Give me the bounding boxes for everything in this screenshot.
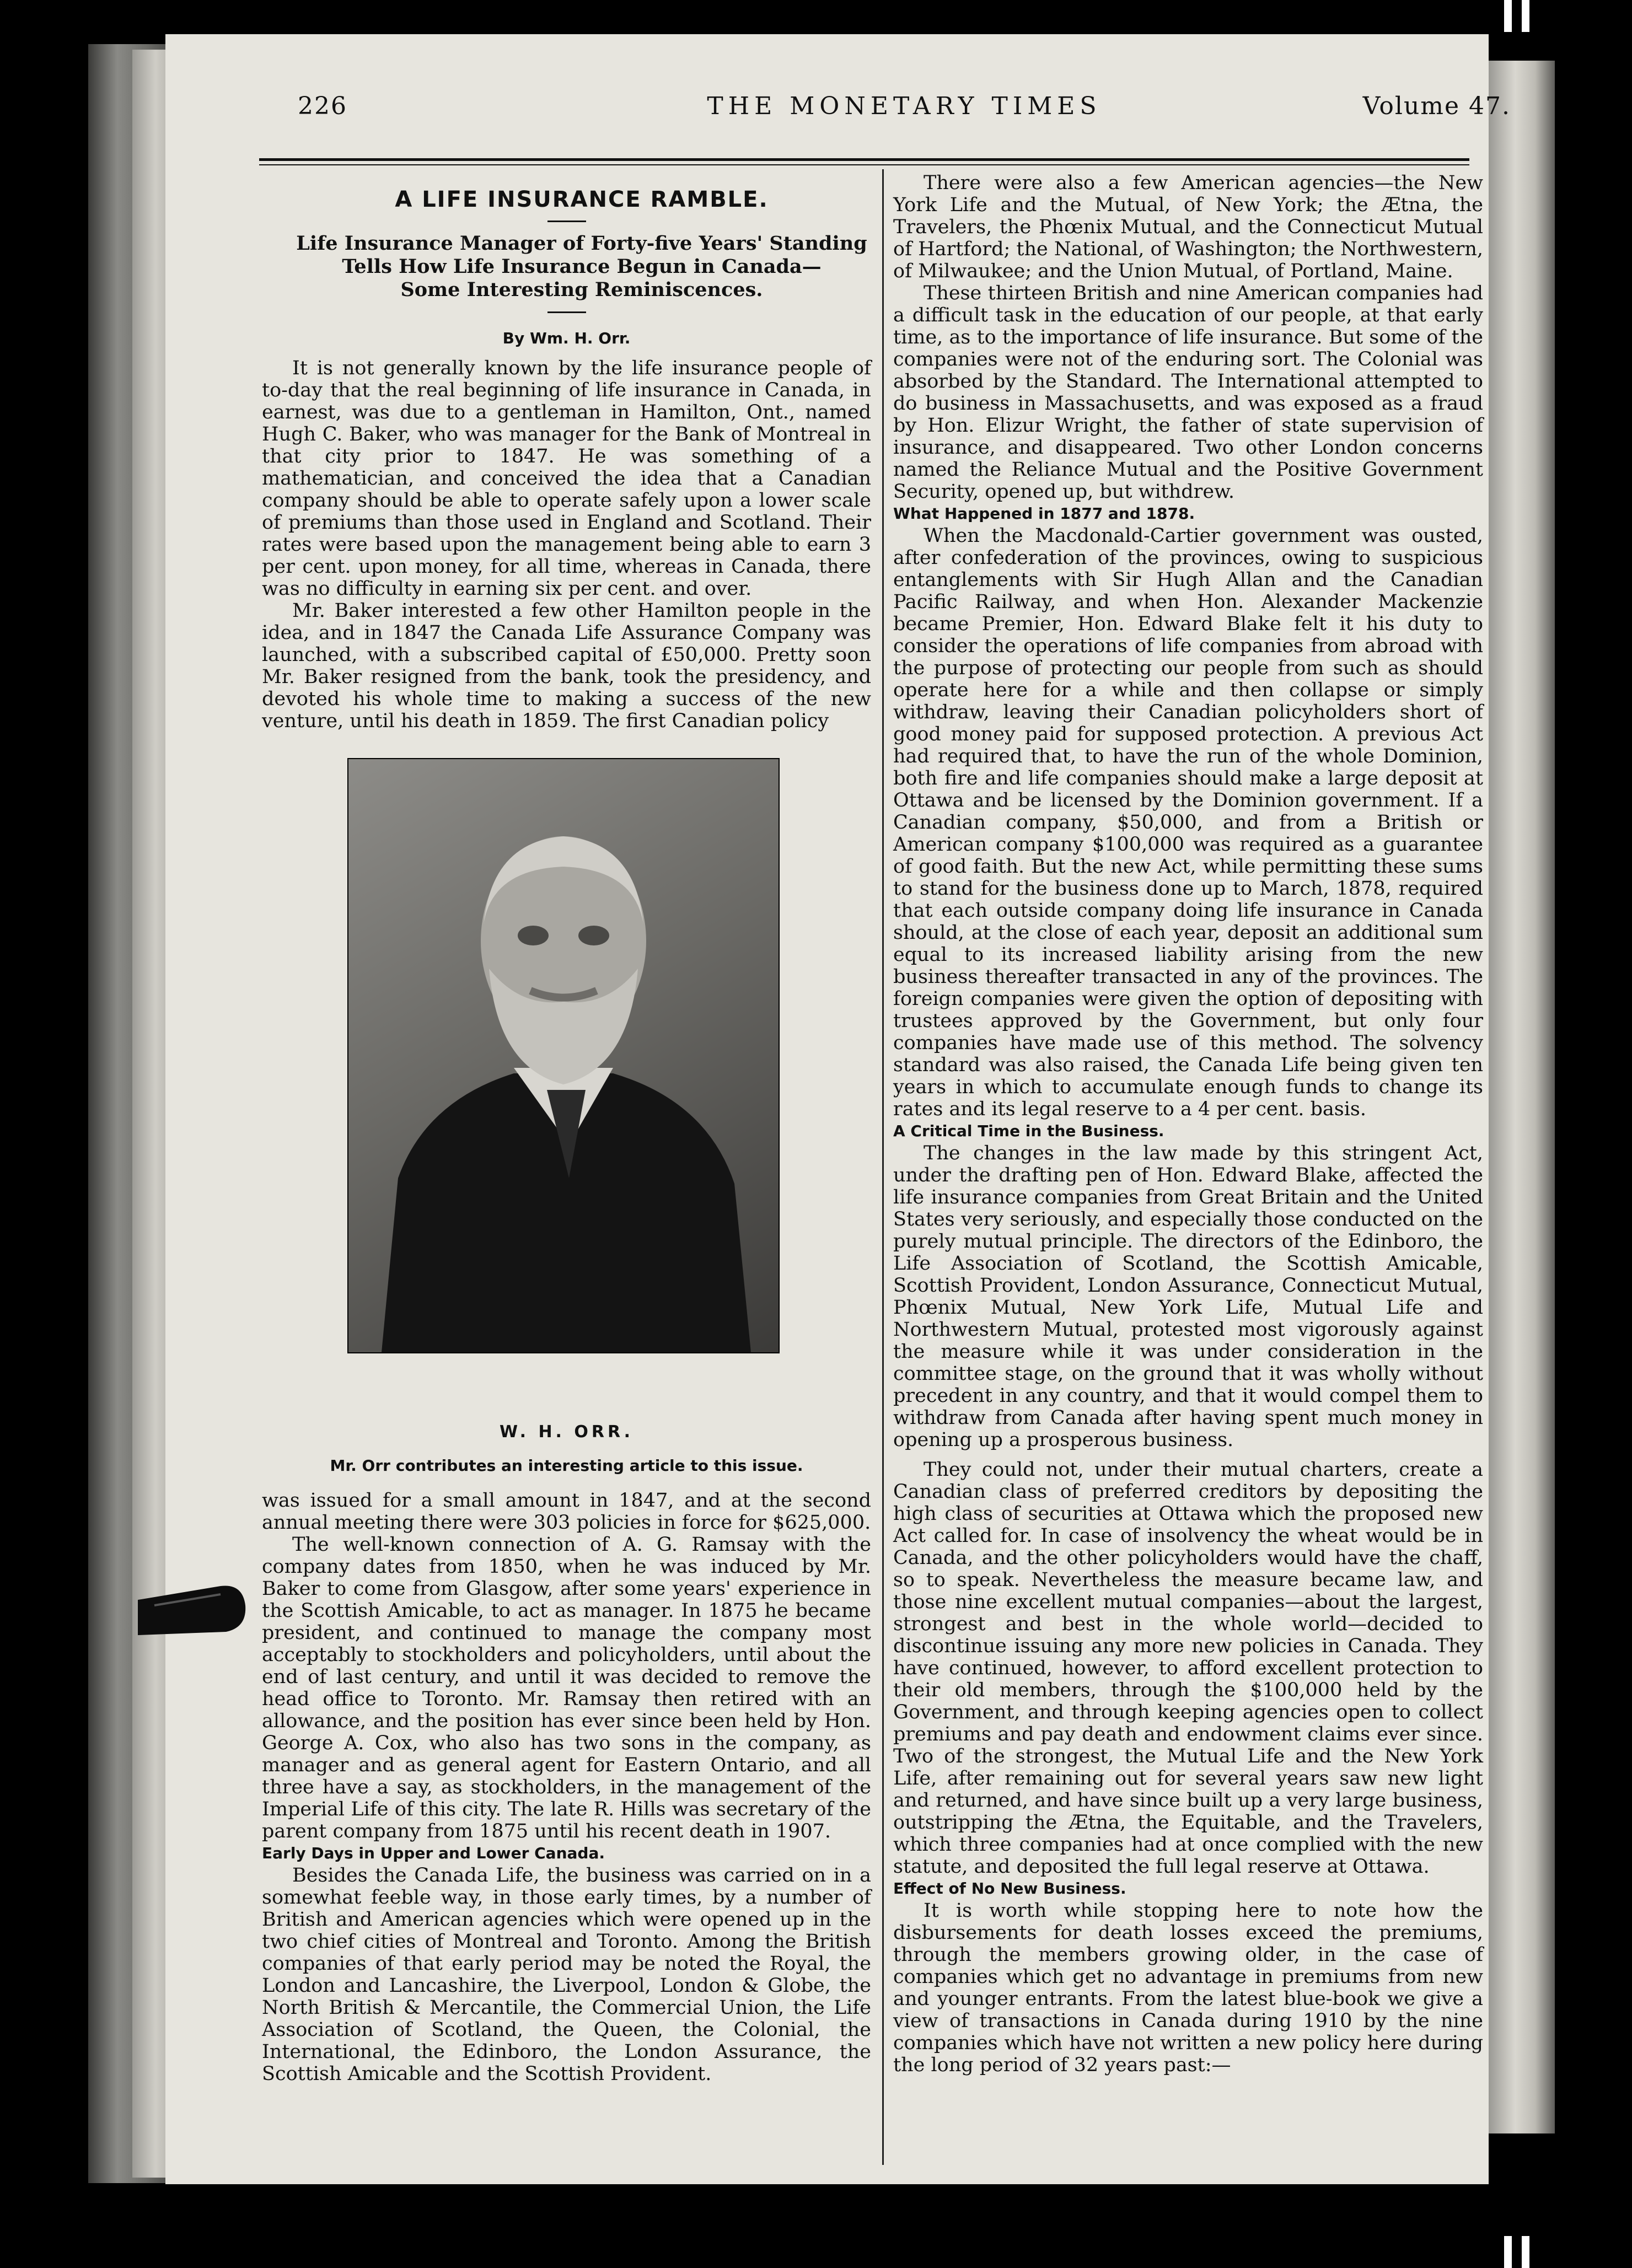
photo-caption-text: Mr. Orr contributes an interesting article to this issue. (330, 1457, 803, 1475)
paragraph: The changes in the law made by this stringent Act, under the drafting pen of Hon. Edward Blake, affected the life insurance companies from Great Britain and the United States very seriously, and especially those conducted on the purely mutual principle. The directors of the Edinboro, the Life Association of Scotland, the Scottish Amicable, Scottish Provident, London Assurance, Connecticut Mutual, Phœnix Mutual, New York Life, Mutual Life and Northwestern Mutual, protested most vigorously against the measure while it was under consideration in the committee stage, on the ground that it was wholly without precedent in any country, and that it would compel them to withdraw from Canada after having spent much money in opening up a prosperous business. (893, 1142, 1483, 1451)
section-heading: A Critical Time in the Business. (893, 1122, 1164, 1140)
pointer-pen (138, 1583, 248, 1635)
section-heading: What Happened in 1877 and 1878. (893, 504, 1195, 523)
article-subtitle-line: Tells How Life Insurance Begun in Canada— (342, 255, 822, 278)
paragraph: It is not generally known by the life insurance people of to-day that the real beginning of life insurance in Canada, in earnest, was due to a gentleman in Hamilton, Ont., named Hugh C. Baker, who was manager for the Bank of Montreal in that city prior to 1847. He was something of a mathematician, and conceived the idea that a Canadian company should be able to operate safely upon a lower scale of premiums than those used in England and Scotland. Their rates were based upon the management being able to earn 3 per cent. upon money, for all time, whereas in Canada, there was no difficulty in earning six per cent. and over. (262, 357, 871, 600)
column-divider (882, 169, 884, 2165)
paragraph: There were also a few American agencies—the New York Life and the Mutual, of New York; the Ætna, the Travelers, the Phœnix Mutual, and the Connecticut Mutual of Hartford; the National, of Washington; the Northwestern, of Milwaukee; and the Union Mutual, of Portland, Maine. (893, 172, 1484, 282)
byline: By Wm. H. Orr. (502, 329, 631, 347)
film-mark (1522, 0, 1529, 32)
book-right-edge (1489, 61, 1555, 2133)
header-rule-thin (259, 164, 1469, 165)
paragraph: They could not, under their mutual charters, create a Canadian class of preferred creditors by depositing the high class of securities at Ottawa which the proposed new Act called for. In case of insolvency the wheat would be in Canada, and the other policyholders would have the chaff, so to speak. Nevertheless the measure became law, and those nine excellent mutual companies—about the largest, strongest and best in the whole world—decided to discontinue issuing any more new policies in Canada. They have continued, however, to afford excellent protection to their old members, through the $100,000 held by the Government, and through keeping agencies open to collect premiums and pay death and endowment claims ever since. Two of the strongest, the Mutual Life and the New York Life, after remaining out for several years saw new light and returned, and have since built up a very large business, outstripping the Ætna, the Equitable, and the Travelers, which three companies had at once complied with the new statute, and deposited the full legal reserve at Ottawa. (893, 1459, 1483, 1878)
right-column (893, 172, 1483, 2076)
publication-title: THE MONETARY TIMES (707, 92, 1102, 120)
paragraph: Besides the Canada Life, the business was carried on in a somewhat feeble way, in those early times, by a number of British and American agencies which were opened up in the two chief cities of Montreal and Toronto. Among the British companies of that early period may be noted the Royal, the London and Lancashire, the Liverpool, London & Globe, the North British & Mercantile, the Commercial Union, the Life Association of Scotland, the Queen, the Colonial, the International, the Edinboro, the London Assurance, the Scottish Amicable and the Scottish Provident. (262, 1864, 871, 2085)
left-column-top (262, 189, 871, 732)
paragraph: When the Macdonald-Cartier government was ousted, after confederation of the provinces, owing to suspicious entanglements with Sir Hugh Allan and the Canadian Pacific Railway, and when Hon. Alexander Mackenzie became Premier, Hon. Edward Blake felt it his duty to consider the operations of life companies from abroad with the purpose of protecting our people from such as should operate here for a while and then collapse or simply withdraw, leaving their Canadian policyholders short of good money paid for supposed protection. A previous Act had required that, to have the run of the whole Dominion, both fire and life companies should make a large deposit at Ottawa and be licensed by the Dominion government. If a Canadian company, $50,000, and from a British or American company $100,000 was required as a guarantee of good faith. But the new Act, while permitting these sums to stand for the business done up to March, 1878, required that each outside company doing life insurance in Canada should, at the close of each year, deposit an additional sum equal to its increased liability arising from the new business thereafter transacted in any of the provinces. The foreign companies were given the option of depositing with trustees approved by the Government, but only four companies have made use of this method. The solvency standard was also raised, the Canada Life being given ten years in which to accumulate enough funds to change its rates and its legal reserve to a 4 per cent. basis. (893, 525, 1483, 1120)
paragraph: The well-known connection of A. G. Ramsay with the company dates from 1850, when he was induced by Mr. Baker to come from Glasgow, after some years' experience in the Scottish Amicable, to act as manager. In 1875 he became president, and continued to manage the company most acceptably to stockholders and policyholders, until about the end of last century, and until it was decided to remove the head office to Toronto. Mr. Ramsay then retired with an allowance, and the position has ever since been held by Hon. George A. Cox, who also has two sons in the company, as manager and as general agent for Eastern Ontario, and all three have a say, as stockholders, in the management of the Imperial Life of this city. The late R. Hills was secretary of the parent company from 1875 until his recent death in 1907. (262, 1534, 871, 1842)
film-mark (1522, 2236, 1529, 2268)
paragraph: These thirteen British and nine American companies had a difficult task in the education of our people, at that early time, as to the importance of life insurance. But some of the companies were not of the enduring sort. The Colonial was absorbed by the Standard. The International attempted to do business in Massachusetts, and was exposed as a fraud by Hon. Elizur Wright, the father of state supervision of insurance, and disappeared. Two other London concerns named the Reliance Mutual and the Positive Government Security, opened up, but withdrew. (893, 282, 1483, 503)
page-header (298, 92, 1511, 136)
paragraph: It is worth while stopping here to note how the disbursements for death losses exceed the premiums, through the members growing older, in the case of companies which get no advantage in premiums from new and younger entrants. From the latest blue-book we give a view of transactions in Canada during 1910 by the nine companies which have not written a new policy here during the long period of 32 years past:— (893, 1900, 1483, 2076)
article-subtitle-line: Some Interesting Reminiscences. (400, 278, 763, 301)
photo-caption-name: W. H. ORR. (499, 1422, 634, 1442)
portrait-figure (348, 759, 779, 1352)
article-subtitle-line: Life Insurance Manager of Forty-five Years' Standing (296, 232, 867, 255)
paragraph: Mr. Baker interested a few other Hamilton people in the idea, and in 1847 the Canada Life Assurance Company was launched, with a subscribed capital of £50,000. Pretty soon Mr. Baker resigned from the bank, took the presidency, and devoted his whole time to making a success of the new venture, until his death in 1859. The first Canadian policy (262, 600, 871, 732)
newspaper-page (165, 34, 1511, 2184)
header-rule (259, 158, 1469, 161)
article-title: A LIFE INSURANCE RAMBLE. (395, 187, 769, 212)
film-mark (1504, 0, 1512, 32)
portrait-photo (347, 758, 780, 1353)
left-column-bottom (262, 1490, 871, 2085)
volume-label: Volume 47. (1362, 92, 1511, 120)
title-dash (547, 221, 586, 222)
film-mark (1504, 2236, 1512, 2268)
subtitle-dash (547, 311, 586, 313)
paragraph: was issued for a small amount in 1847, and at the second annual meeting there were 303 policies in force for $625,000. (262, 1490, 871, 1534)
section-heading: Early Days in Upper and Lower Canada. (262, 1844, 605, 1862)
section-heading: Effect of No New Business. (893, 1879, 1126, 1898)
page-number: 226 (298, 92, 347, 120)
